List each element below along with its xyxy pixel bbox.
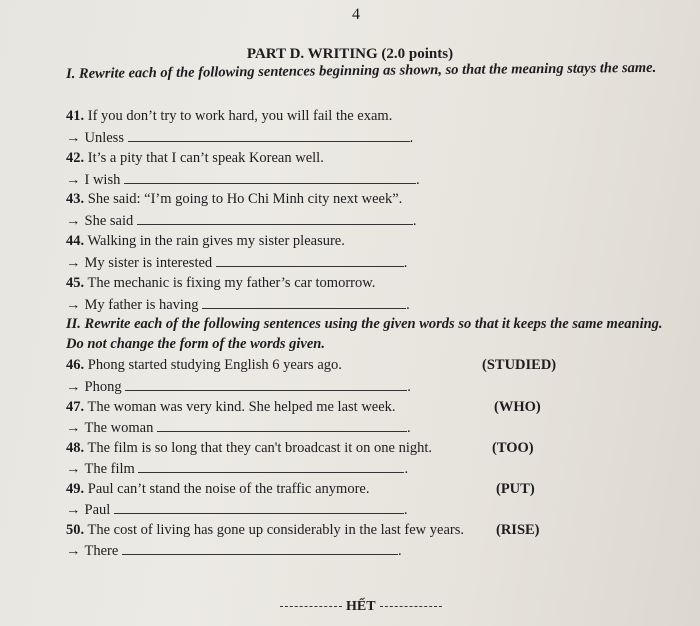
question-41: 41. If you don’t try to work hard, you will fail the exam. <box>66 108 393 124</box>
question-45: 45. The mechanic is fixing my father’s car tomorrow. <box>66 275 376 291</box>
section1-instruction: I. Rewrite each of the following sentences beginning as shown, so that the meaning stays the same. <box>66 59 657 82</box>
answer-line-41[interactable]: → Unless . <box>66 130 414 146</box>
hint-50: (RISE) <box>496 522 540 538</box>
question-48: 48. The film is so long that they can't broadcast it on one night. <box>66 440 433 456</box>
answer-line-46[interactable]: → Phong . <box>66 379 411 395</box>
answer-line-49[interactable]: → Paul . <box>66 502 408 518</box>
answer-line-48[interactable]: → The film . <box>66 461 409 477</box>
dash-left <box>280 606 342 607</box>
section2-instruction: II. Rewrite each of the following sentences using the given words so that it keeps the same meaning. Do not change the form of the words given. <box>66 316 663 352</box>
answer-line-44[interactable]: → My sister is interested . <box>66 255 408 271</box>
answer-line-43[interactable]: → She said . <box>66 213 417 229</box>
question-43: 43. She said: “I’m going to Ho Chi Minh city next week”. <box>66 191 403 207</box>
part-title: PART D. WRITING (2.0 points) <box>246 46 454 62</box>
answer-line-50[interactable]: → There . <box>66 543 402 559</box>
answer-line-47[interactable]: → The woman . <box>66 420 411 436</box>
answer-line-45[interactable]: → My father is having . <box>66 297 410 313</box>
question-50: 50. The cost of living has gone up considerably in the last few years. <box>66 522 464 538</box>
hint-48: (TOO) <box>492 440 534 456</box>
question-46: 46. Phong started studying English 6 years ago. <box>66 357 342 373</box>
page-number: 4 <box>352 6 360 23</box>
end-marker: HẾT <box>276 599 446 615</box>
hint-47: (WHO) <box>494 399 541 415</box>
dash-right <box>380 606 442 607</box>
question-49: 49. Paul can’t stand the noise of the traffic anymore. <box>66 481 370 497</box>
question-44: 44. Walking in the rain gives my sister pleasure. <box>66 233 345 249</box>
hint-49: (PUT) <box>496 481 535 497</box>
question-42: 42. It’s a pity that I can’t speak Korean well. <box>66 150 324 166</box>
answer-line-42[interactable]: → I wish . <box>66 172 420 188</box>
hint-46: (STUDIED) <box>482 357 557 373</box>
question-47: 47. The woman was very kind. She helped me last week. <box>66 399 396 415</box>
